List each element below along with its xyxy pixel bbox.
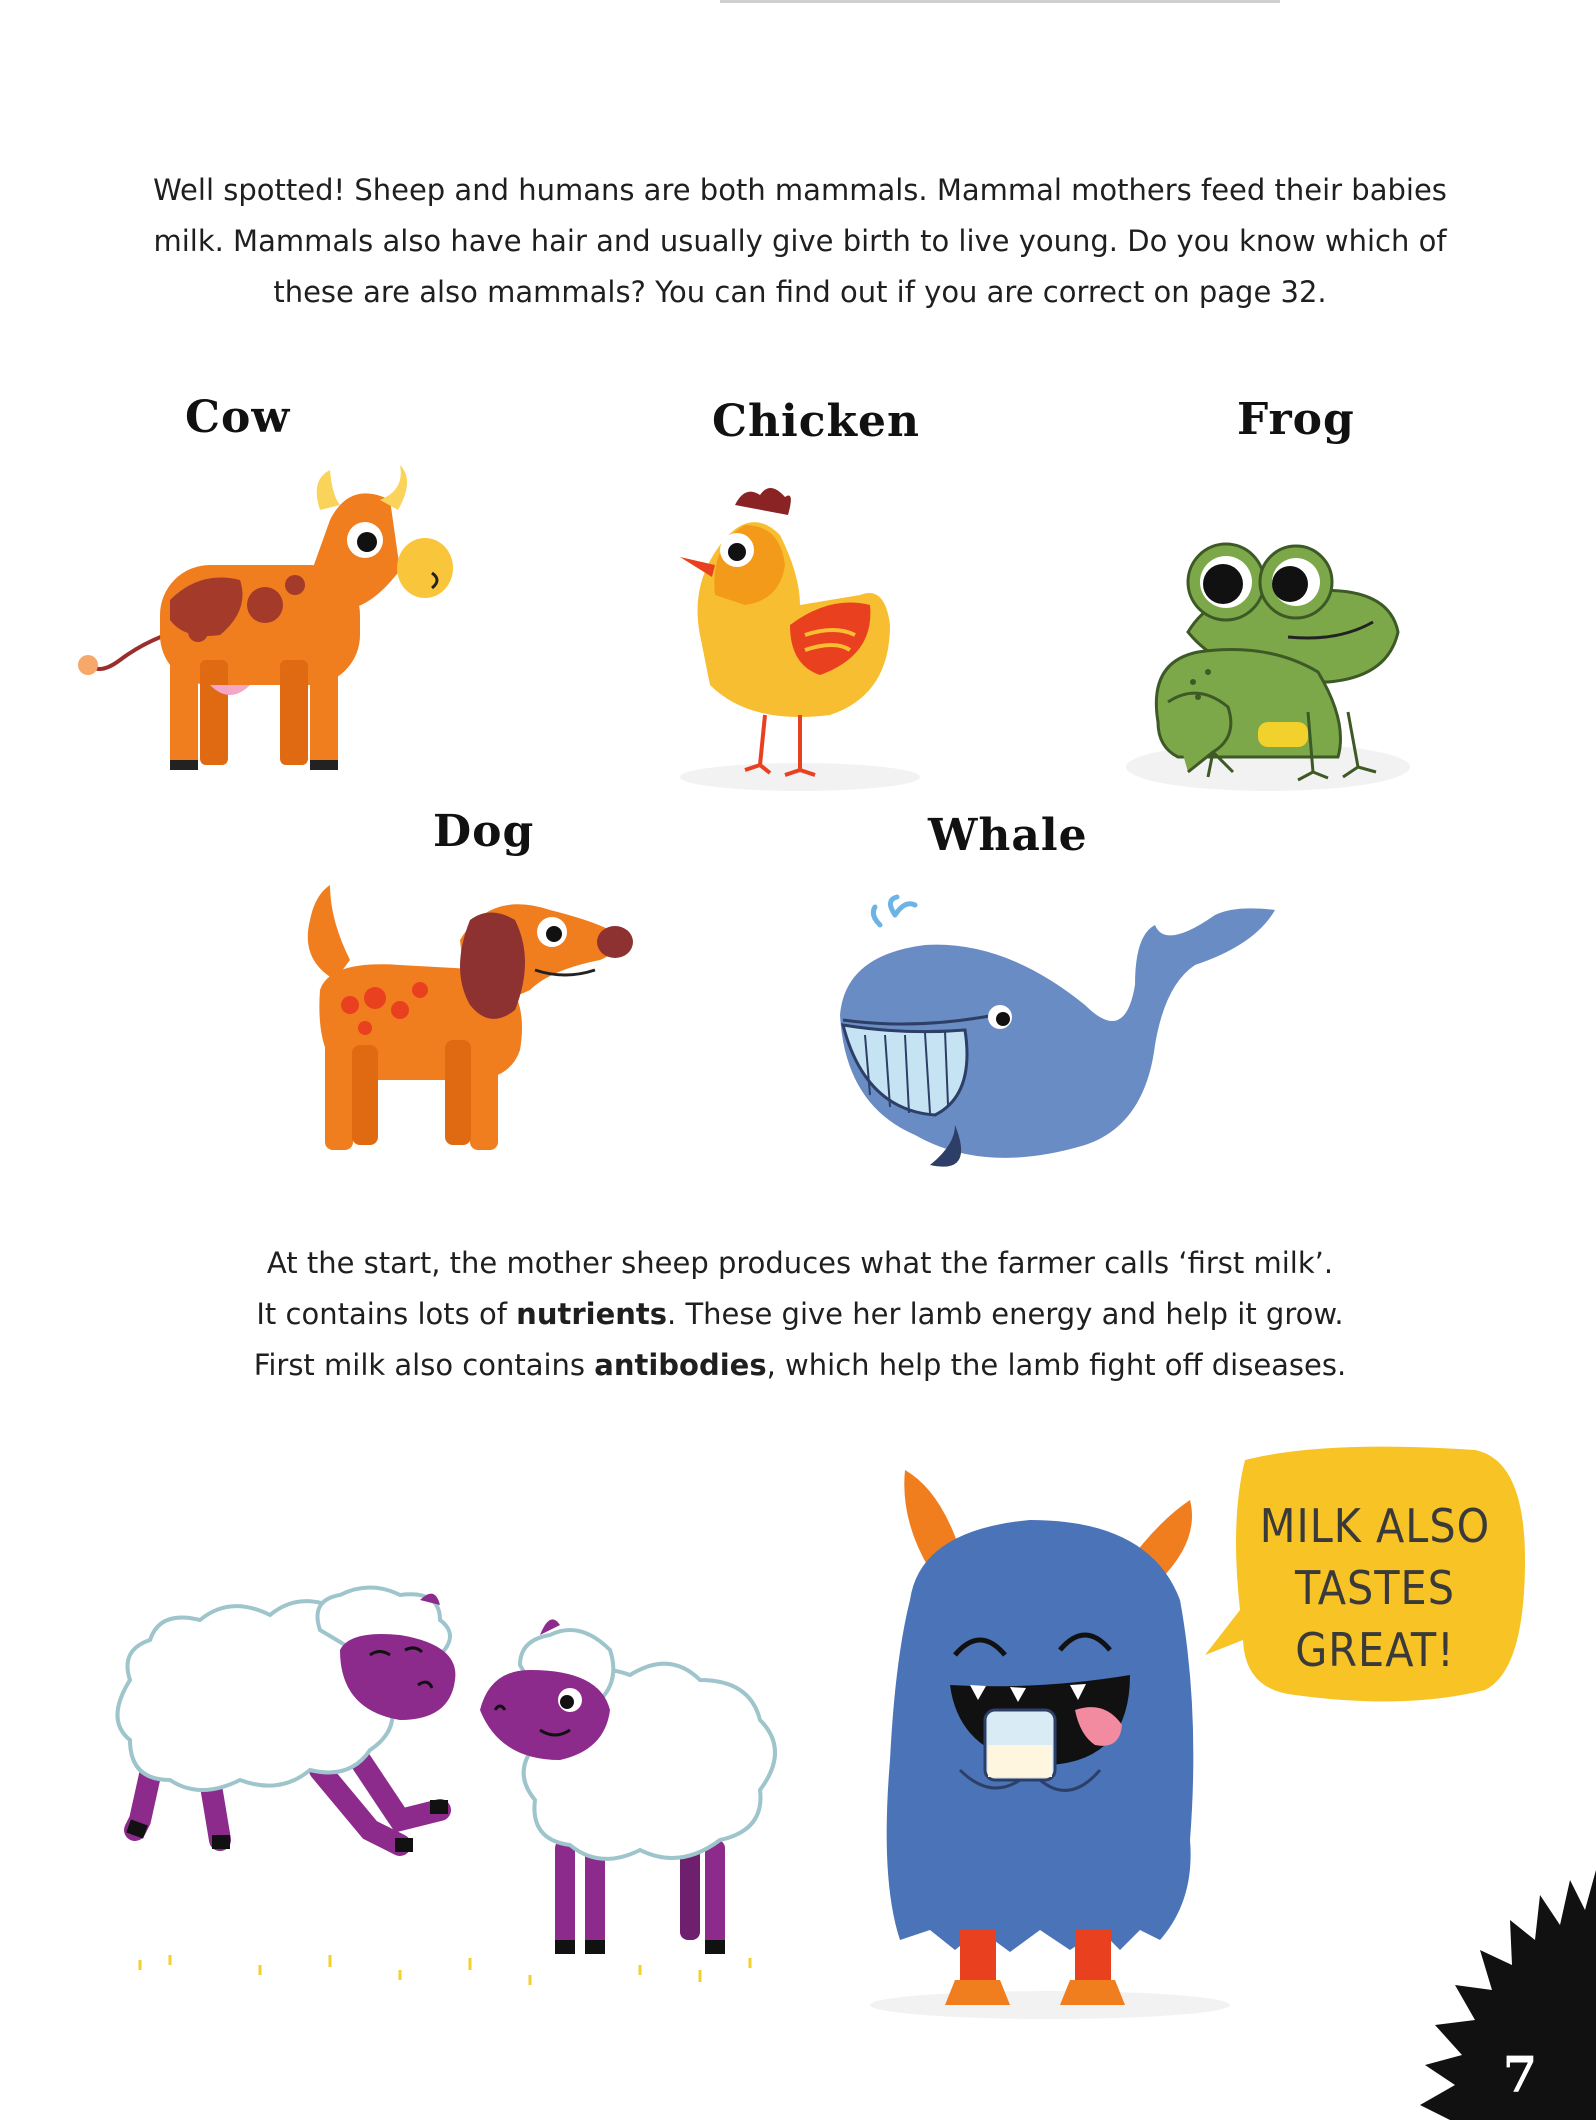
cow-label: Cow — [185, 392, 291, 443]
line-2-text-end: . These give her lamb energy and help it grow. — [667, 1297, 1344, 1331]
intro-line-1: Well spotted! Sheep and humans are both mammals. Mammal mothers feed their babies — [153, 173, 1447, 207]
first-milk-paragraph — [230, 1238, 1370, 1391]
frog-illustration — [1118, 522, 1418, 792]
line-3-text-end: , which help the lamb fight off diseases. — [766, 1348, 1347, 1382]
cow-illustration — [70, 460, 470, 790]
fuzzy-corner-decoration — [1400, 1870, 1596, 2120]
first-milk-line-2 — [230, 1289, 1370, 1340]
bubble-line-2: TASTES — [1295, 1561, 1455, 1615]
nutrients-term: nutrients — [516, 1297, 668, 1331]
dog-illustration — [290, 880, 630, 1160]
bubble-line-3: GREAT! — [1295, 1623, 1455, 1677]
first-milk-line-3 — [230, 1340, 1370, 1391]
antibodies-term: antibodies — [594, 1348, 767, 1382]
frog-label: Frog — [1237, 394, 1355, 445]
leaping-sheep — [118, 1588, 456, 1853]
top-rule — [720, 0, 1280, 3]
grass-marks — [140, 1955, 750, 1985]
chicken-illustration — [670, 485, 930, 785]
bubble-line-1: MILK ALSO — [1259, 1499, 1491, 1553]
dog-label: Dog — [433, 806, 535, 857]
line-2-text: It contains lots of — [256, 1297, 517, 1331]
page-number: 7 — [1502, 2045, 1538, 2104]
chicken-label: Chicken — [712, 396, 920, 447]
standing-sheep — [480, 1619, 775, 1954]
monster-illustration — [860, 1460, 1240, 2020]
intro-line-2: milk. Mammals also have hair and usually give birth to live young. Do you know which of — [153, 224, 1447, 258]
intro-paragraph — [140, 165, 1460, 318]
sheep-illustration — [100, 1590, 860, 1990]
intro-line-3: these are also mammals? You can find out if you are correct on page 32. — [273, 275, 1327, 309]
line-3-text: First milk also contains — [253, 1348, 595, 1382]
whale-label: Whale — [928, 810, 1088, 861]
speech-bubble-text — [1230, 1495, 1520, 1681]
whale-illustration — [835, 895, 1275, 1175]
first-milk-line-1: At the start, the mother sheep produces what the farmer calls ‘first milk’. — [266, 1246, 1334, 1280]
